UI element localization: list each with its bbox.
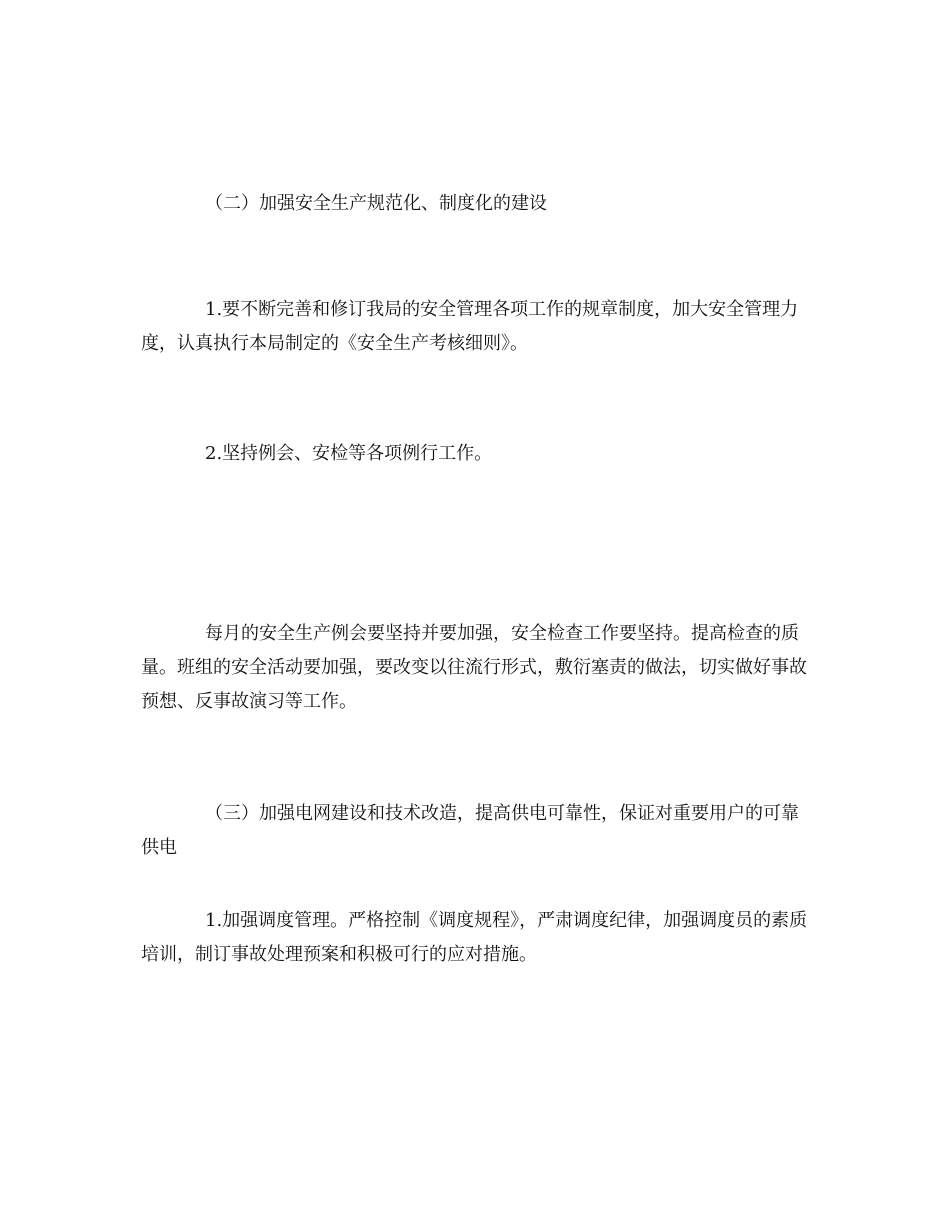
paragraph-item-3-1: 1.加强调度管理。严格控制《调度规程》，严肃调度纪律，加强调度员的素质培训，制订事故处理预案和积极可行的应对措施。 — [141, 910, 808, 965]
section-heading-2: （二）加强安全生产规范化、制度化的建设 — [205, 193, 547, 214]
section-heading-3: （三）加强电网建设和技术改造，提高供电可靠性，保证对重要用户的可靠供电 — [141, 803, 799, 858]
paragraph-item-2-2: 2.坚持例会、安检等各项例行工作。 — [205, 443, 493, 464]
paragraph-item-2-2-detail: 每月的安全生产例会要坚持并要加强，安全检查工作要坚持。提高检查的质量。班组的安全活动要加强，要改变以往流行形式，敷衍塞责的做法，切实做好事故预想、反事故演习等工作。 — [141, 623, 807, 712]
paragraph-item-2-1: 1.要不断完善和修订我局的安全管理各项工作的规章制度，加大安全管理力度，认真执行本局制定的《安全生产考核细则》。 — [141, 299, 799, 354]
